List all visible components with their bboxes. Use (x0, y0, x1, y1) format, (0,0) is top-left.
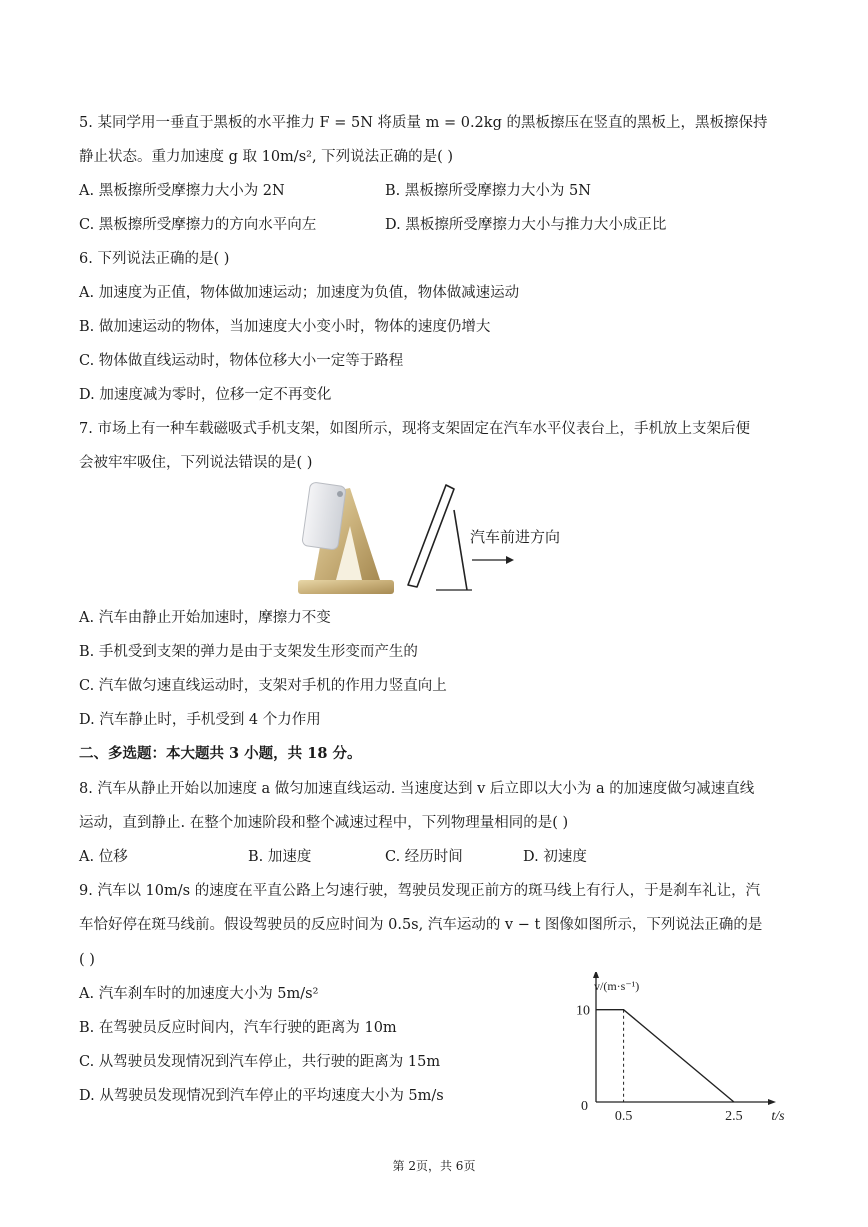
figure-label-direction: 汽车前进方向 (470, 528, 561, 546)
page-footer: 第 2页，共 6页 (392, 1159, 476, 1173)
q5-option-a: A. 黑板擦所受摩擦力大小为 2N (79, 183, 285, 199)
q5-option-b: B. 黑板擦所受摩擦力大小为 5N (385, 183, 591, 199)
q7-option-d: D. 汽车静止时，手机受到 4 个力作用 (79, 712, 321, 728)
section-title-multiple-choice: 二、多选题：本大题共 3 小题，共 18 分。 (79, 745, 362, 762)
q5-stem-line1: 5. 某同学用一垂直于黑板的水平推力 F = 5N 将质量 m = 0.2kg 的黑板擦压在竖直的黑板上，黑板擦保持 (79, 115, 768, 131)
q8-stem-line2: 运动，直到静止. 在整个加速阶段和整个减速过程中，下列物理量相同的是( ) (79, 815, 569, 831)
q6-option-b: B. 做加速运动的物体，当加速度大小变小时，物体的速度仍增大 (79, 319, 491, 335)
y-tick-label: 10 (576, 1003, 590, 1019)
q7-option-a: A. 汽车由静止开始加速时，摩擦力不变 (79, 610, 331, 626)
x-tick-label: 2.5 (725, 1109, 743, 1124)
y-axis-label: v/(m·s⁻¹) (594, 979, 640, 993)
q8-option-a: A. 位移 (79, 849, 128, 865)
phone-holder-schematic (408, 485, 472, 590)
q9-option-b: B. 在驾驶员反应时间内，汽车行驶的距离为 10m (79, 1020, 397, 1036)
q9-stem-line1: 9. 汽车以 10m/s 的速度在平直公路上匀速行驶，驾驶员发现正前方的斑马线上有行人，于是刹车礼让，汽 (79, 883, 761, 899)
q9-option-a: A. 汽车刹车时的加速度大小为 5m/s² (79, 986, 319, 1002)
q6-stem: 6. 下列说法正确的是( ) (79, 251, 230, 267)
q7-option-b: B. 手机受到支架的弹力是由于支架发生形变而产生的 (79, 644, 418, 660)
vt-series (596, 1010, 734, 1102)
q9-stem-line2: 车恰好停在斑马线前。假设驾驶员的反应时间为 0.5s, 汽车运动的 v − t 图像如图所示，下列说法正确的是 (79, 917, 763, 933)
y-axis-arrow (593, 972, 599, 978)
vt-series-line (596, 1010, 734, 1102)
vt-graph (560, 972, 790, 1132)
q7-stem-line2: 会被牢牢吸住，下列说法错误的是( ) (79, 455, 313, 471)
q6-option-d: D. 加速度减为零时，位移一定不再变化 (79, 387, 332, 403)
q8-option-b: B. 加速度 (248, 849, 312, 865)
q8-stem-line1: 8. 汽车从静止开始以加速度 a 做匀加速直线运动. 当速度达到 v 后立即以大小为 a 的加速度做匀减速直线 (79, 781, 755, 797)
q7-stem-line1: 7. 市场上有一种车载磁吸式手机支架，如图所示，现将支架固定在汽车水平仪表台上，手机放上支架后便 (79, 421, 750, 437)
q5-option-d: D. 黑板擦所受摩擦力大小与推力大小成正比 (385, 217, 667, 233)
q8-option-d: D. 初速度 (523, 849, 587, 865)
x-axis-arrow (768, 1099, 776, 1105)
q5-option-c: C. 黑板擦所受摩擦力的方向水平向左 (79, 217, 317, 233)
q9-option-c: C. 从驾驶员发现情况到汽车停止，共行驶的距离为 15m (79, 1054, 441, 1070)
x-axis-label: t/s (771, 1109, 785, 1124)
origin-label: 0 (581, 1099, 588, 1114)
x-tick-label: 0.5 (614, 1109, 633, 1124)
direction-arrow (472, 556, 514, 564)
q5-stem-line2: 静止状态。重力加速度 g 取 10m/s², 下列说法正确的是( ) (79, 149, 454, 165)
q6-option-a: A. 加速度为正值，物体做加速运动；加速度为负值，物体做减速运动 (79, 285, 520, 301)
q9-stem-line3: ( ) (79, 952, 95, 968)
q6-option-c: C. 物体做直线运动时，物体位移大小一定等于路程 (79, 353, 404, 369)
phone-holder-photo (298, 482, 394, 594)
q9-option-d: D. 从驾驶员发现情况到汽车停止的平均速度大小为 5m/s (79, 1088, 444, 1104)
q7-option-c: C. 汽车做匀速直线运动时，支架对手机的作用力竖直向上 (79, 678, 447, 694)
q8-option-c: C. 经历时间 (385, 849, 463, 865)
